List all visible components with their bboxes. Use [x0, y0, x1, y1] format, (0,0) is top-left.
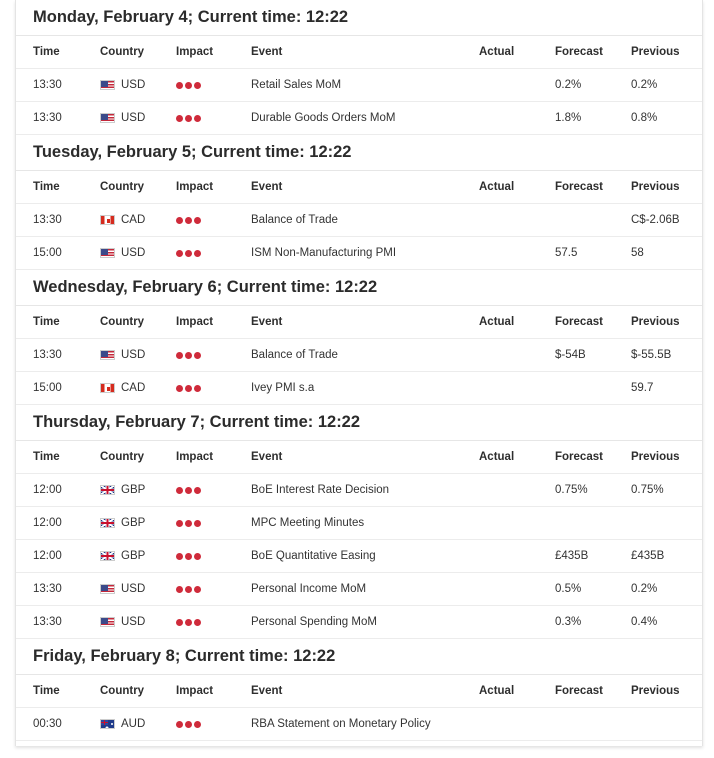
event-row[interactable]	[16, 237, 702, 270]
event-country	[100, 474, 145, 506]
impact-dot-icon	[185, 721, 192, 728]
event-forecast: 1.8%	[555, 112, 582, 124]
event-impact	[176, 507, 201, 539]
event-name[interactable]: Ivey PMI s.a	[251, 382, 315, 394]
impact-dot-icon	[194, 586, 201, 593]
impact-dot-icon	[176, 385, 183, 392]
impact-dot-icon	[185, 586, 192, 593]
event-impact	[176, 606, 201, 638]
day-header: Wednesday, February 6; Current time: 12:22	[16, 270, 702, 306]
column-header-impact: Impact	[176, 316, 214, 328]
event-country	[100, 69, 145, 101]
currency-code: CAD	[121, 382, 146, 394]
event-previous: 59.7	[631, 382, 654, 394]
impact-dot-icon	[176, 250, 183, 257]
impact-dot-icon	[185, 250, 192, 257]
event-impact	[176, 204, 201, 236]
column-header-row	[16, 171, 702, 204]
currency-code: USD	[121, 79, 146, 91]
column-header-impact: Impact	[176, 46, 214, 58]
event-previous: $-55.5B	[631, 349, 672, 361]
event-name[interactable]: BoE Quantitative Easing	[251, 550, 376, 562]
impact-dot-icon	[185, 352, 192, 359]
event-name[interactable]: MPC Meeting Minutes	[251, 517, 365, 529]
flag-us-icon	[100, 80, 115, 90]
column-header-actual: Actual	[479, 46, 515, 58]
impact-dot-icon	[194, 82, 201, 89]
event-row[interactable]	[16, 540, 702, 573]
impact-indicator	[176, 520, 201, 527]
day-section	[16, 639, 702, 741]
impact-dot-icon	[194, 721, 201, 728]
day-section	[16, 0, 702, 135]
event-name[interactable]: Durable Goods Orders MoM	[251, 112, 396, 124]
column-header-time: Time	[33, 451, 60, 463]
impact-indicator	[176, 250, 201, 257]
event-previous: 0.2%	[631, 583, 658, 595]
column-header-row	[16, 36, 702, 69]
event-name[interactable]: Balance of Trade	[251, 349, 338, 361]
impact-dot-icon	[194, 115, 201, 122]
impact-indicator	[176, 115, 201, 122]
event-time: 13:30	[33, 583, 62, 595]
currency-code: USD	[121, 583, 146, 595]
currency-code: GBP	[121, 550, 146, 562]
event-time: 15:00	[33, 247, 62, 259]
column-header-actual: Actual	[479, 451, 515, 463]
impact-dot-icon	[176, 721, 183, 728]
event-country	[100, 204, 145, 236]
column-header-forecast: Forecast	[555, 685, 603, 697]
event-name[interactable]: BoE Interest Rate Decision	[251, 484, 390, 496]
day-section	[16, 135, 702, 270]
event-forecast: 57.5	[555, 247, 578, 259]
impact-dot-icon	[185, 115, 192, 122]
column-header-actual: Actual	[479, 316, 515, 328]
event-impact	[176, 372, 201, 404]
event-row[interactable]	[16, 708, 702, 741]
column-header-previous: Previous	[631, 685, 680, 697]
column-header-country: Country	[100, 451, 145, 463]
column-header-forecast: Forecast	[555, 181, 603, 193]
column-header-row	[16, 441, 702, 474]
event-previous: 0.75%	[631, 484, 664, 496]
currency-code: USD	[121, 112, 146, 124]
event-row[interactable]	[16, 69, 702, 102]
impact-indicator	[176, 721, 201, 728]
flag-au-icon	[100, 719, 115, 729]
flag-us-icon	[100, 113, 115, 123]
event-time: 13:30	[33, 214, 62, 226]
column-header-event: Event	[251, 46, 283, 58]
event-time: 13:30	[33, 349, 62, 361]
event-name[interactable]: Personal Spending MoM	[251, 616, 377, 628]
impact-dot-icon	[194, 619, 201, 626]
event-previous: 0.8%	[631, 112, 658, 124]
impact-indicator	[176, 586, 201, 593]
flag-ca-icon	[100, 215, 115, 225]
column-header-time: Time	[33, 181, 60, 193]
event-name[interactable]: ISM Non-Manufacturing PMI	[251, 247, 397, 259]
column-header-country: Country	[100, 316, 145, 328]
currency-code: CAD	[121, 214, 146, 226]
event-time: 15:00	[33, 382, 62, 394]
flag-us-icon	[100, 350, 115, 360]
impact-dot-icon	[185, 520, 192, 527]
impact-dot-icon	[185, 385, 192, 392]
impact-dot-icon	[176, 586, 183, 593]
impact-dot-icon	[185, 553, 192, 560]
impact-dot-icon	[194, 553, 201, 560]
event-country	[100, 606, 145, 638]
column-header-event: Event	[251, 685, 283, 697]
column-header-time: Time	[33, 685, 60, 697]
impact-dot-icon	[176, 553, 183, 560]
currency-code: GBP	[121, 484, 146, 496]
event-row[interactable]	[16, 204, 702, 237]
impact-indicator	[176, 82, 201, 89]
flag-us-icon	[100, 584, 115, 594]
column-header-forecast: Forecast	[555, 46, 603, 58]
impact-indicator	[176, 352, 201, 359]
event-time: 12:00	[33, 550, 62, 562]
impact-dot-icon	[176, 520, 183, 527]
impact-dot-icon	[176, 115, 183, 122]
event-time: 13:30	[33, 79, 62, 91]
column-header-country: Country	[100, 46, 145, 58]
impact-dot-icon	[176, 487, 183, 494]
impact-dot-icon	[176, 217, 183, 224]
column-header-previous: Previous	[631, 316, 680, 328]
event-country	[100, 573, 145, 605]
column-header-event: Event	[251, 181, 283, 193]
flag-gb-icon	[100, 485, 115, 495]
event-impact	[176, 474, 201, 506]
event-forecast: $-54B	[555, 349, 586, 361]
event-impact	[176, 573, 201, 605]
impact-dot-icon	[194, 520, 201, 527]
event-country	[100, 102, 145, 134]
impact-indicator	[176, 553, 201, 560]
flag-us-icon	[100, 617, 115, 627]
event-forecast: 0.2%	[555, 79, 582, 91]
currency-code: USD	[121, 616, 146, 628]
column-header-actual: Actual	[479, 181, 515, 193]
column-header-country: Country	[100, 181, 145, 193]
impact-dot-icon	[185, 619, 192, 626]
column-header-previous: Previous	[631, 46, 680, 58]
event-row[interactable]	[16, 339, 702, 372]
event-impact	[176, 69, 201, 101]
flag-gb-icon	[100, 551, 115, 561]
event-country	[100, 540, 145, 572]
impact-dot-icon	[194, 217, 201, 224]
column-header-impact: Impact	[176, 685, 214, 697]
event-row[interactable]	[16, 474, 702, 507]
column-header-event: Event	[251, 451, 283, 463]
event-country	[100, 507, 145, 539]
event-impact	[176, 540, 201, 572]
event-forecast: 0.5%	[555, 583, 582, 595]
event-name[interactable]: Balance of Trade	[251, 214, 338, 226]
column-header-country: Country	[100, 685, 145, 697]
impact-dot-icon	[176, 82, 183, 89]
event-time: 12:00	[33, 484, 62, 496]
event-impact	[176, 237, 201, 269]
impact-dot-icon	[185, 217, 192, 224]
event-row[interactable]	[16, 606, 702, 639]
event-row[interactable]	[16, 573, 702, 606]
impact-dot-icon	[185, 487, 192, 494]
event-country	[100, 372, 145, 404]
column-header-previous: Previous	[631, 181, 680, 193]
day-section	[16, 270, 702, 405]
impact-indicator	[176, 487, 201, 494]
event-forecast: 0.75%	[555, 484, 588, 496]
impact-dot-icon	[194, 352, 201, 359]
impact-dot-icon	[194, 250, 201, 257]
event-time: 12:00	[33, 517, 62, 529]
day-header: Monday, February 4; Current time: 12:22	[16, 0, 702, 36]
flag-gb-icon	[100, 518, 115, 528]
event-row[interactable]	[16, 372, 702, 405]
impact-indicator	[176, 217, 201, 224]
impact-indicator	[176, 619, 201, 626]
economic-calendar	[15, 0, 703, 746]
column-header-actual: Actual	[479, 685, 515, 697]
event-name[interactable]: Retail Sales MoM	[251, 79, 342, 91]
currency-code: USD	[121, 247, 146, 259]
column-header-row	[16, 306, 702, 339]
event-forecast: £435B	[555, 550, 589, 562]
impact-dot-icon	[176, 619, 183, 626]
day-section	[16, 405, 702, 639]
impact-dot-icon	[176, 352, 183, 359]
impact-dot-icon	[194, 385, 201, 392]
event-name[interactable]: Personal Income MoM	[251, 583, 367, 595]
event-country	[100, 237, 145, 269]
impact-dot-icon	[185, 82, 192, 89]
event-row[interactable]	[16, 102, 702, 135]
event-forecast: 0.3%	[555, 616, 582, 628]
event-time: 13:30	[33, 616, 62, 628]
column-header-row	[16, 675, 702, 708]
event-impact	[176, 102, 201, 134]
day-header: Friday, February 8; Current time: 12:22	[16, 639, 702, 675]
event-impact	[176, 339, 201, 371]
event-impact	[176, 708, 201, 740]
impact-dot-icon	[194, 487, 201, 494]
impact-indicator	[176, 385, 201, 392]
column-header-previous: Previous	[631, 451, 680, 463]
currency-code: USD	[121, 349, 146, 361]
event-previous: C$-2.06B	[631, 214, 680, 226]
event-country	[100, 339, 145, 371]
flag-us-icon	[100, 248, 115, 258]
currency-code: GBP	[121, 517, 146, 529]
event-row[interactable]	[16, 507, 702, 540]
event-name[interactable]: RBA Statement on Monetary Policy	[251, 718, 431, 730]
event-previous: £435B	[631, 550, 665, 562]
flag-ca-icon	[100, 383, 115, 393]
column-header-time: Time	[33, 316, 60, 328]
column-header-event: Event	[251, 316, 283, 328]
event-previous: 58	[631, 247, 644, 259]
event-previous: 0.2%	[631, 79, 658, 91]
day-header: Tuesday, February 5; Current time: 12:22	[16, 135, 702, 171]
column-header-forecast: Forecast	[555, 316, 603, 328]
event-previous: 0.4%	[631, 616, 658, 628]
currency-code: AUD	[121, 718, 146, 730]
column-header-forecast: Forecast	[555, 451, 603, 463]
column-header-time: Time	[33, 46, 60, 58]
event-country	[100, 708, 145, 740]
event-time: 13:30	[33, 112, 62, 124]
column-header-impact: Impact	[176, 451, 214, 463]
day-header: Thursday, February 7; Current time: 12:22	[16, 405, 702, 441]
column-header-impact: Impact	[176, 181, 214, 193]
event-time: 00:30	[33, 718, 62, 730]
